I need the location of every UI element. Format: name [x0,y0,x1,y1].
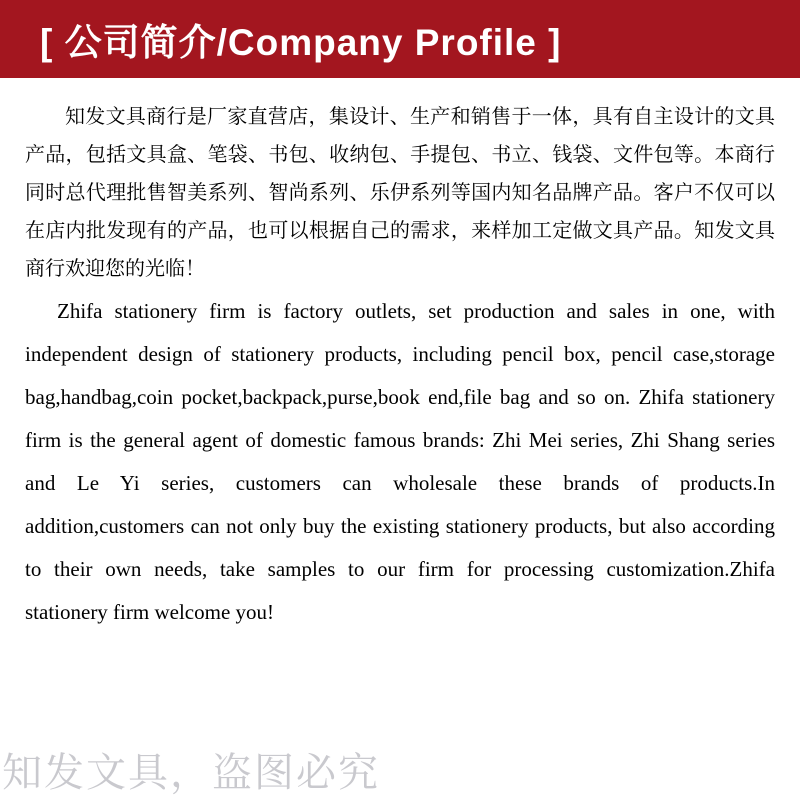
english-profile-paragraph: Zhifa stationery firm is factory outlets, set production and sales in one, with independent design of stationery products, including pencil box, pencil case,storage bag,handbag,coin pocket,backpack,purse,book end,file bag and so on. Zhifa stationery firm is the general agent of domestic famous brands: Zhi Mei series, Zhi Shang series and Le Yi series, customers can wholesale these brands of products.In addition,customers can not only buy the existing stationery products, but also according to their own needs, take samples to our firm for processing customization.Zhifa stationery firm welcome you! [25,299,775,624]
section-header-banner [0,0,800,78]
watermark-text: 知发文具，盗图必究 [2,750,380,795]
chinese-profile-paragraph: 知发文具商行是厂家直营店，集设计、生产和销售于一体，具有自主设计的文具产品，包括文具盒、笔袋、书包、收纳包、手提包、书立、钱袋、文件包等。本商行同时总代理批售智美系列、智尚系列、乐伊系列等国内知名品牌产品。客户不仅可以在店内批发现有的产品，也可以根据自己的需求，来样加工定做文具产品。知发文具商行欢迎您的光临！ [25,106,775,280]
section-title: [ 公司简介/Company Profile ] [40,22,562,63]
profile-content [0,98,800,634]
